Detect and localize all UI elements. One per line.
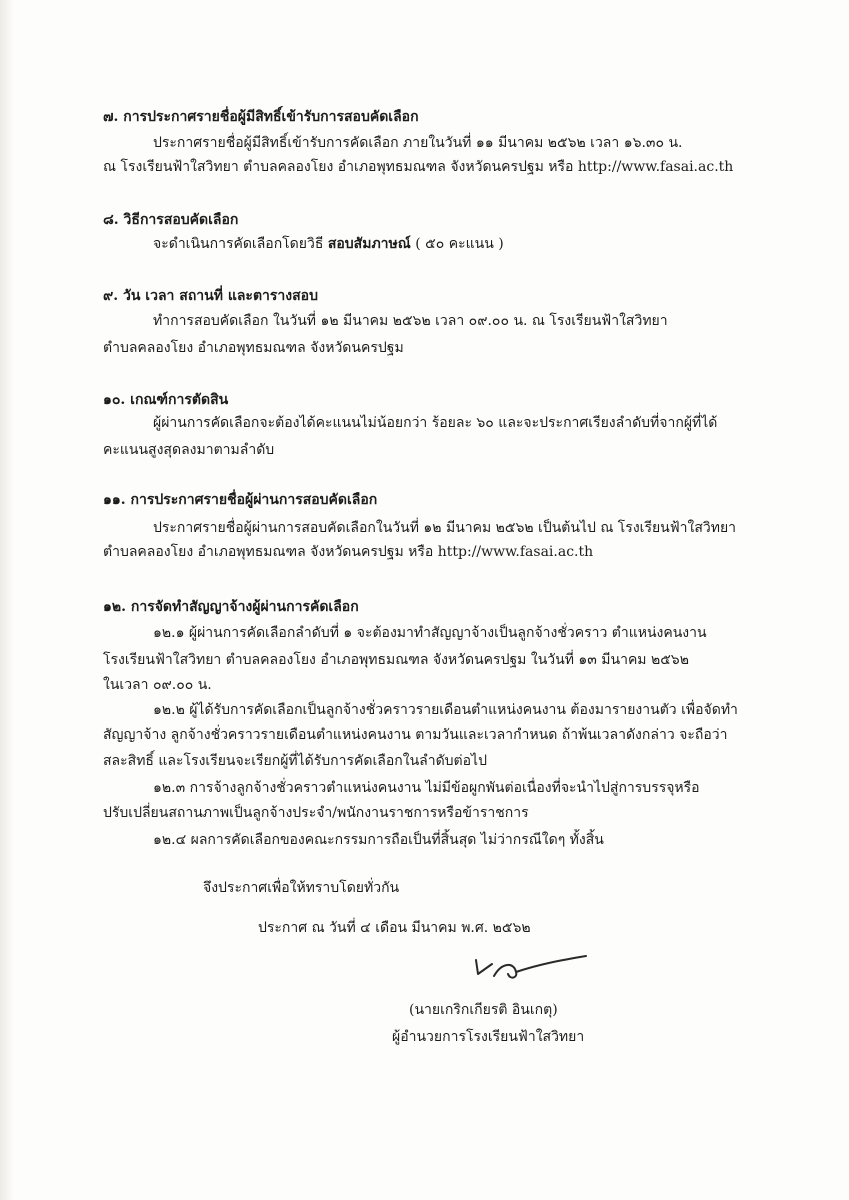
section-10-line-2: คะแนนสูงสุดลงมาตามลำดับ [103, 442, 275, 458]
section-12-2-line-3: สละสิทธิ์ และโรงเรียนจะเรียกผู้ที่ได้รับการคัดเลือกในลำดับต่อไป [103, 753, 487, 769]
signer-name: (นายเกริกเกียรติ อินเกตุ) [409, 1002, 558, 1018]
section-12-4-line-1: ๑๒.๔ ผลการคัดเลือกของคณะกรรมการถือเป็นที่สิ้นสุด ไม่ว่ากรณีใดๆ ทั้งสิ้น [153, 832, 604, 848]
section-8-method: สอบสัมภาษณ์ [327, 236, 411, 252]
section-10-line-1: ผู้ผ่านการคัดเลือกจะต้องได้คะแนนไม่น้อยกว่า ร้อยละ ๖๐ และจะประกาศเรียงลำดับที่จากผู้ที่ได้ [153, 415, 718, 431]
handwritten-signature [470, 950, 590, 986]
section-12-1-line-2: โรงเรียนฟ้าใสวิทยา ตำบลคลองโยง อำเภอพุทธมณฑล จังหวัดนครปฐม ในวันที่ ๑๓ มีนาคม ๒๕๖๒ [103, 652, 689, 668]
section-8-method-prefix: จะดำเนินการคัดเลือกโดยวิธี [153, 236, 324, 252]
section-12-2-line-1: ๑๒.๒ ผู้ได้รับการคัดเลือกเป็นลูกจ้างชั่วคราวรายเดือนตำแหน่งคนงาน ต้องมารายงานตัว เพื่อจัดทำ [153, 702, 738, 718]
section-12-2-line-2: สัญญาจ้าง ลูกจ้างชั่วคราวรายเดือนตำแหน่งคนงาน ตามวันและเวลากำหนด ถ้าพ้นเวลาดังกล่าว จะถือว่า [103, 727, 728, 743]
announcement-date: ประกาศ ณ วันที่ ๔ เดือน มีนาคม พ.ศ. ๒๕๖๒ [258, 920, 531, 936]
signer-title: ผู้อำนวยการโรงเรียนฟ้าใสวิทยา [392, 1029, 585, 1045]
section-11-line-2: ตำบลคลองโยง อำเภอพุทธมณฑล จังหวัดนครปฐม หรือ http://www.fasai.ac.th [103, 544, 594, 560]
closing-announcement: จึงประกาศเพื่อให้ทราบโดยทั่วกัน [203, 880, 400, 896]
section-10-heading: ๑๐. เกณฑ์การตัดสิน [103, 392, 229, 408]
section-8-score: ( ๕๐ คะแนน ) [415, 236, 504, 252]
section-9-line-2: ตำบลคลองโยง อำเภอพุทธมณฑล จังหวัดนครปฐม [103, 340, 404, 356]
section-12-3-line-1: ๑๒.๓ การจ้างลูกจ้างชั่วคราวตำแหน่งคนงาน ไม่มีข้อผูกพันต่อเนื่องที่จะนำไปสู่การบรรจุหรือ [153, 780, 700, 796]
section-12-1-line-1: ๑๒.๑ ผู้ผ่านการคัดเลือกลำดับที่ ๑ จะต้องมาทำสัญญาจ้างเป็นลูกจ้างชั่วคราว ตำแหน่งคนงาน [153, 625, 707, 641]
section-11-heading: ๑๑. การประกาศรายชื่อผู้ผ่านการสอบคัดเลือก [103, 492, 378, 508]
section-9-line-1: ทำการสอบคัดเลือก ในวันที่ ๑๒ มีนาคม ๒๕๖๒ เวลา ๐๙.๐๐ น. ณ โรงเรียนฟ้าใสวิทยา [153, 313, 668, 329]
section-8-line-1 [153, 234, 504, 254]
section-11-line-1: ประกาศรายชื่อผู้ผ่านการสอบคัดเลือกในวันที่ ๑๒ มีนาคม ๒๕๖๒ เป็นต้นไป ณ โรงเรียนฟ้าใสวิทยา [153, 520, 737, 536]
scan-edge-shade [0, 0, 14, 1200]
section-12-3-line-2: ปรับเปลี่ยนสถานภาพเป็นลูกจ้างประจำ/พนักงานราชการหรือข้าราชการ [103, 805, 529, 821]
section-7-line-2: ณ โรงเรียนฟ้าใสวิทยา ตำบลคลองโยง อำเภอพุทธมณฑล จังหวัดนครปฐม หรือ http://www.fasai.ac.th [103, 159, 734, 175]
section-7-heading: ๗. การประกาศรายชื่อผู้มีสิทธิ์เข้ารับการสอบคัดเลือก [103, 109, 419, 125]
section-12-heading: ๑๒. การจัดทำสัญญาจ้างผู้ผ่านการคัดเลือก [103, 599, 359, 615]
section-8-heading: ๘. วิธีการสอบคัดเลือก [103, 212, 239, 228]
section-12-1-line-3: ในเวลา ๐๙.๐๐ น. [103, 677, 212, 693]
section-7-line-1: ประกาศรายชื่อผู้มีสิทธิ์เข้ารับการคัดเลือก ภายในวันที่ ๑๑ มีนาคม ๒๕๖๒ เวลา ๑๖.๓๐ น. [153, 135, 683, 151]
section-9-heading: ๙. วัน เวลา สถานที่ และตารางสอบ [103, 288, 318, 304]
